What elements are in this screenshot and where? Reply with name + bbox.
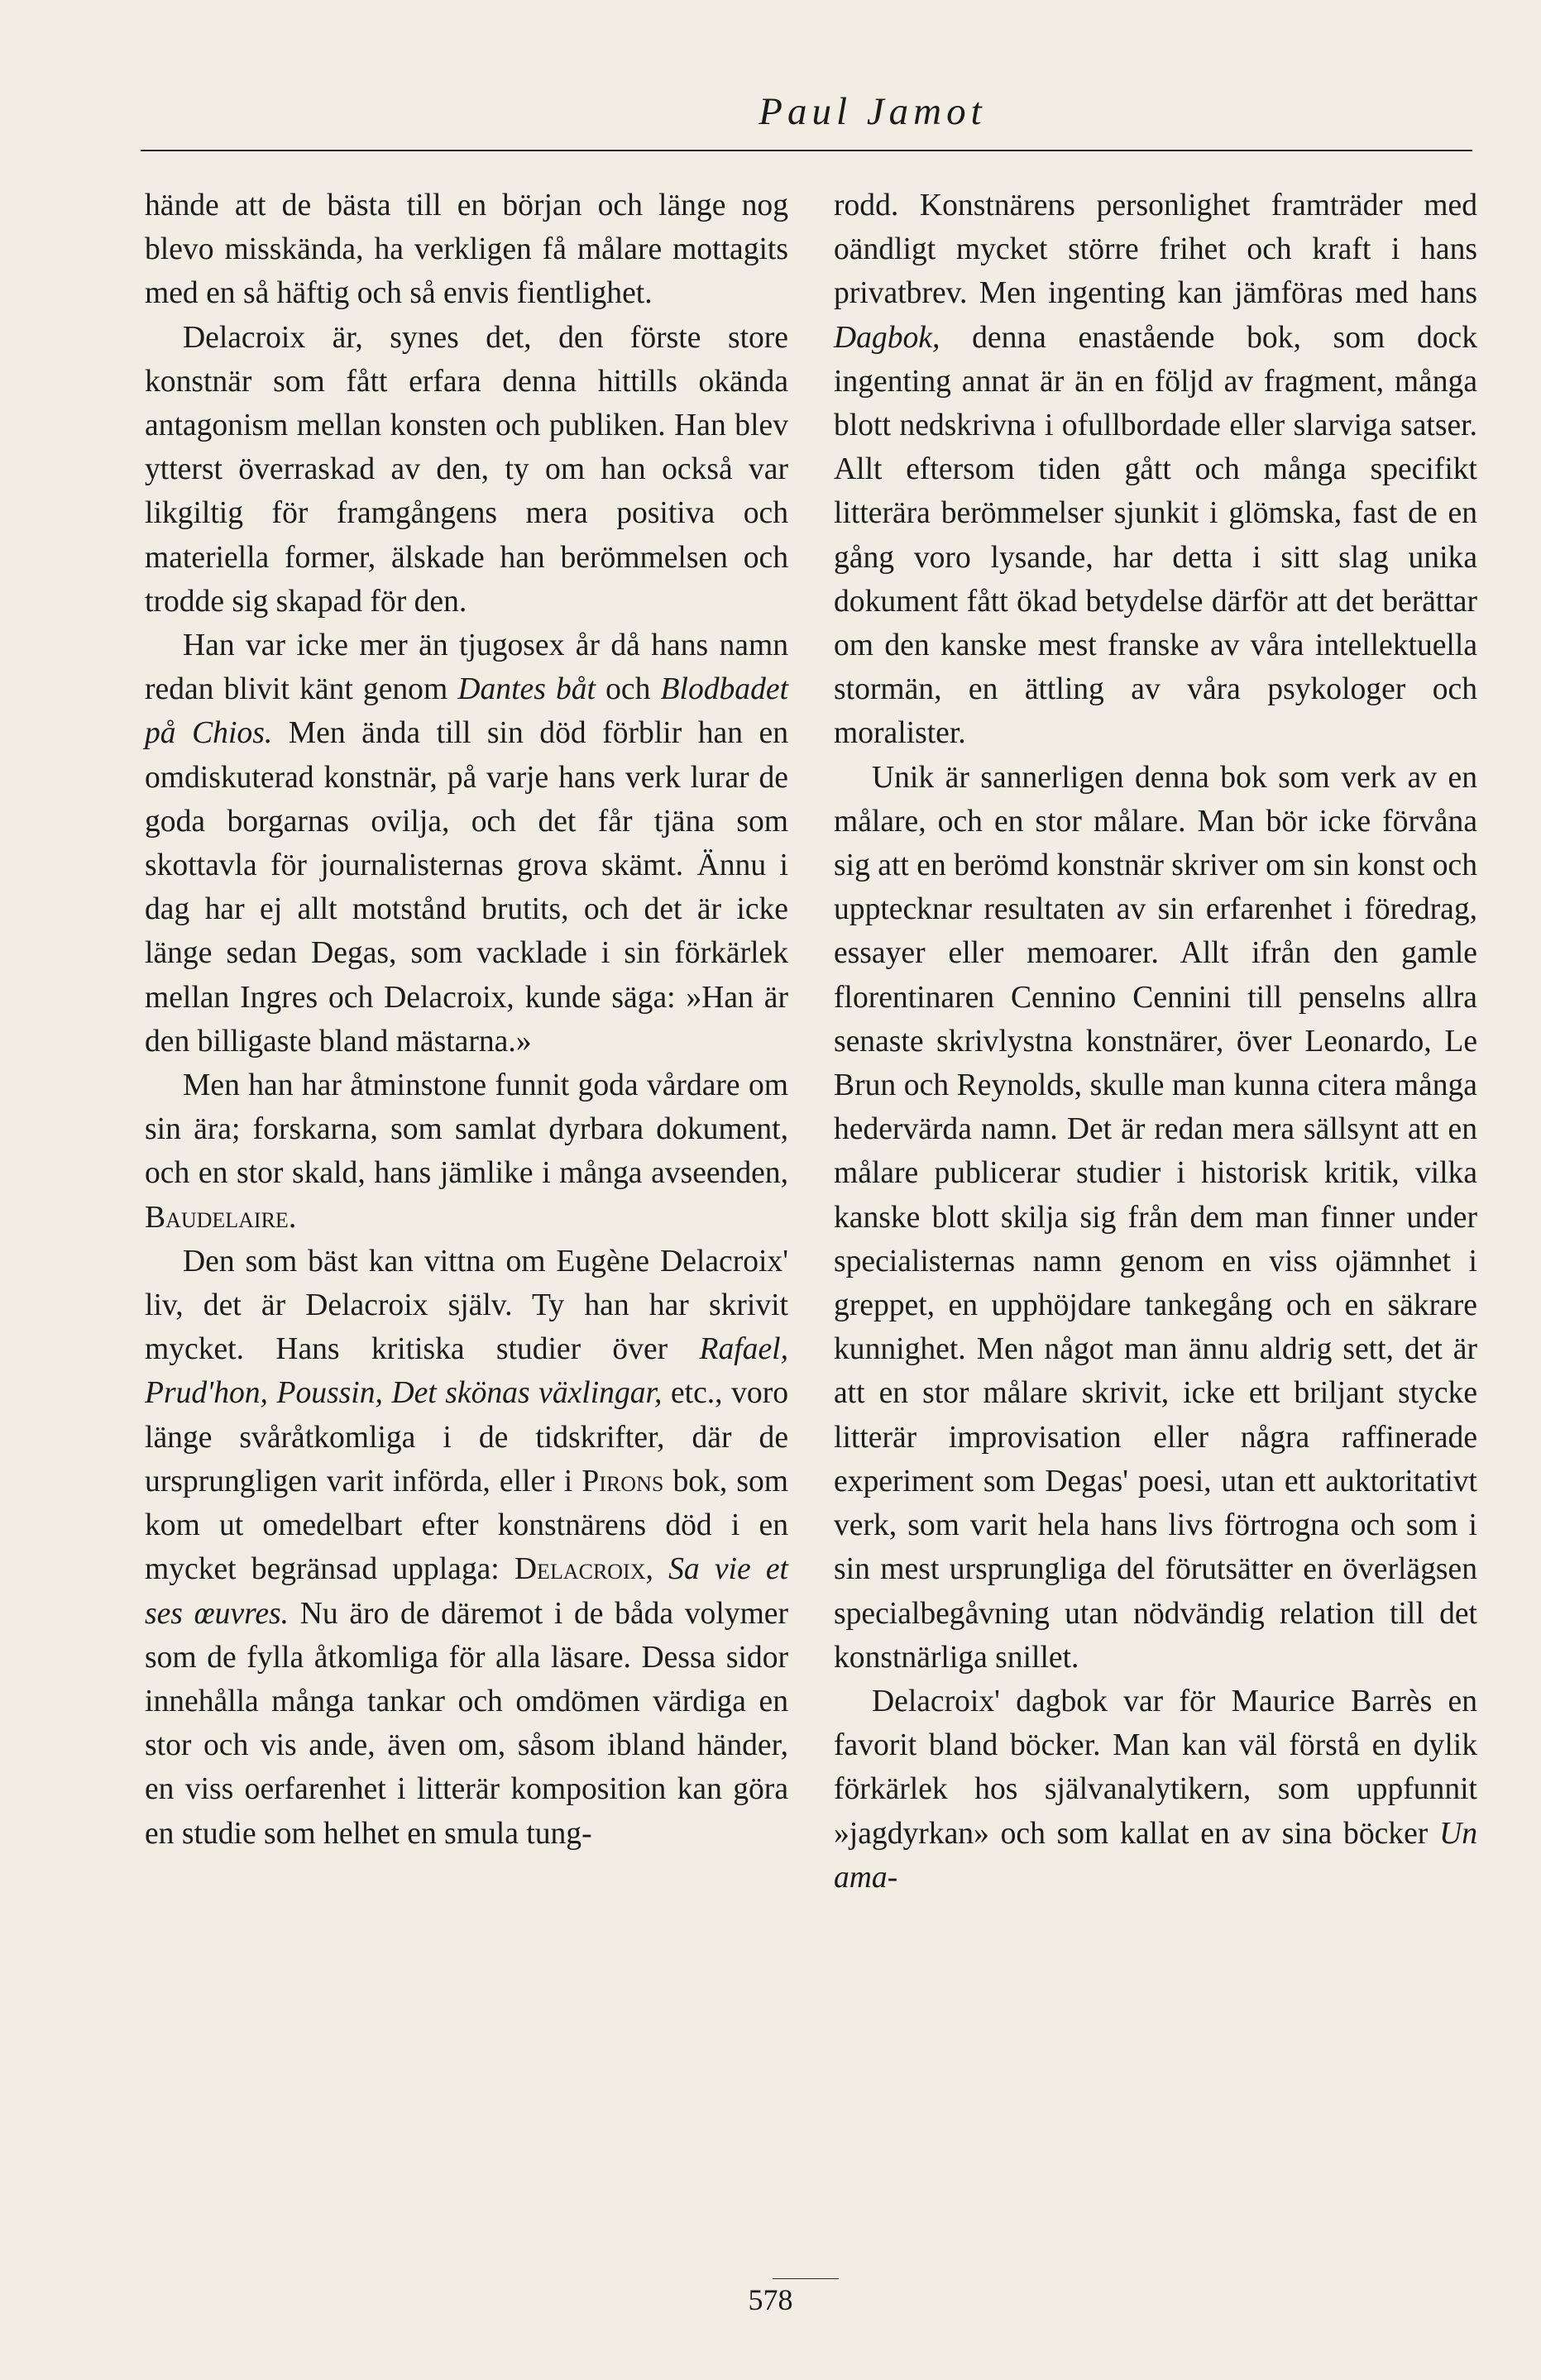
text-run (653, 1552, 668, 1586)
text-run: Men han har åtminstone funnit goda vårdare om sin ära; forskarna, som samlat dyrbara dokument, och en stor skald, hans jämlike i många avseenden, (145, 1068, 788, 1191)
text-run: Pirons (581, 1464, 664, 1498)
text-run: Delacroix är, synes det, den förste store konstnär som fått erfara denna hittills okända antagonism mellan konsten och publiken. Han blev ytterst överraskad av den, ty om han också var likgiltig för framgångens mera positiva och materiella former, älskade han berömmelsen och trodde sig skapad för den. (145, 320, 788, 619)
page-number-rule (773, 2278, 839, 2279)
text-run: Rafael, Prud'hon, Poussin, Det skönas växlingar, (145, 1332, 788, 1411)
left-column-paragraph (145, 1240, 788, 1856)
text-run: hände att de bästa till en början och länge nog blevo misskända, ha verkligen få målare mottagits med en så häftig och så envis fientlighet. (145, 189, 788, 311)
right-column-paragraph (834, 1680, 1477, 1900)
right-column-paragraph (834, 756, 1477, 1680)
text-run: Baudelaire. (145, 1200, 297, 1235)
text-run: bok, som kom ut omedelbart efter konstnärens död i en mycket begränsad upplaga: (145, 1464, 788, 1587)
text-run: Un ama- (834, 1816, 1477, 1895)
text-run: Delacroix' dagbok var för Maurice Barrès en favorit bland böcker. Man kan väl förstå en dylik förkärlek hos självanalytikern, som uppfunnit »jagdyrkan» och som kallat en av sina böcker (834, 1684, 1477, 1851)
text-run: och (595, 672, 661, 707)
text-run: Dagbok, (834, 320, 940, 355)
left-column-paragraph (145, 624, 788, 1063)
left-column-paragraph (145, 1063, 788, 1240)
text-run: etc., voro länge svåråtkomliga i de tidskrifter, där de ursprungligen varit införda, eller i (145, 1376, 788, 1498)
left-column-paragraph (145, 316, 788, 624)
text-run: Unik är sannerligen denna bok som verk av en målare, och en stor målare. Man bör icke förvåna sig att en berömd konstnär skriver om sin konst och upptecknar resultaten av sin erfarenhet i föredrag, essayer eller memoarer. Allt ifrån den gamle florentinaren Cennino Cennini till penselns allra senaste skrivlystna konstnärer, över Leonardo, Le Brun och Reynolds, skulle man kunna citera många hedervärda namn. Det är redan mera sällsynt att en målare publicerar studier i historisk kritik, vilka kanske blott skilja sig från dem man finner under specialisternas namn genom en viss ojämnhet i greppet, en upphöjdare tankegång och en säkrare kunnighet. Men något man ännu aldrig sett, det är att en stor målare skrivit, icke ett briljant stycke litterär improvisation eller några raffinerade experiment som Degas' poesi, utan ett auktoritativt verk, som varit hela hans livs förtrogna och som i sin mest ursprungliga del förutsätter en överlägsen specialbegåvning utan nödvändig relation till det konstnärliga snillet. (834, 760, 1477, 1675)
page-number: 578 (748, 2283, 793, 2316)
text-run: Men ända till sin död förblir han en omdiskuterad konstnär, på varje hans verk lurar de goda borgarnas ovilja, och det får tjäna som skottavla för journalisternas grova skämt. Ännu i dag har ej allt motstånd brutits, och det är icke länge sedan Degas, som vacklade i sin förkärlek mellan Ingres och Delacroix, kunde säga: »Han är den billigaste bland mästarna.» (145, 716, 788, 1059)
text-run: Nu äro de däremot i de båda volymer som de fylla åtkomliga för alla läsare. Dessa sidor innehålla många tankar och omdömen värdiga en stor och vis ande, även om, såsom ibland händer, en viss oerfarenhet i litterär komposition kan göra en studie som helhet en smula tung- (145, 1596, 788, 1851)
text-run: rodd. Konstnärens personlighet framträder med oändligt mycket större frihet och kraft i hans privatbrev. Men ingenting kan jämföras med hans (834, 189, 1477, 311)
text-run: Han var icke mer än tjugosex år då hans namn redan blivit känt genom (145, 628, 788, 707)
left-column-paragraph (145, 184, 788, 316)
text-run: Sa vie et ses œuvres. (145, 1552, 788, 1631)
right-column-paragraph (834, 184, 1477, 756)
header-rule (141, 150, 1472, 151)
text-run: Blodbadet på Chios. (145, 672, 789, 751)
text-run: Delacroix, (514, 1552, 653, 1587)
running-head: Paul Jamot (759, 90, 987, 133)
text-run: Den som bäst kan vittna om Eugène Delacroix' liv, det är Delacroix själv. Ty han har skrivit mycket. Hans kritiska studier över (145, 1244, 788, 1367)
text-run: denna enastående bok, som dock ingenting annat är än en följd av fragment, många blott nedskrivna i ofullbordade eller slarviga satser. Allt eftersom tiden gått och många specifikt litterära berömmelser sjunkit i glömska, fast de en gång voro lysande, har detta i sitt slag unika dokument fått ökad betydelse därför att det berättar om den kanske mest franske av våra intellektuella stormän, en ättling av våra psykologer och moralister. (834, 320, 1477, 751)
left-column (145, 184, 788, 1856)
page-header (141, 89, 1472, 134)
text-run: Dantes båt (457, 672, 596, 707)
right-column (834, 184, 1477, 1900)
